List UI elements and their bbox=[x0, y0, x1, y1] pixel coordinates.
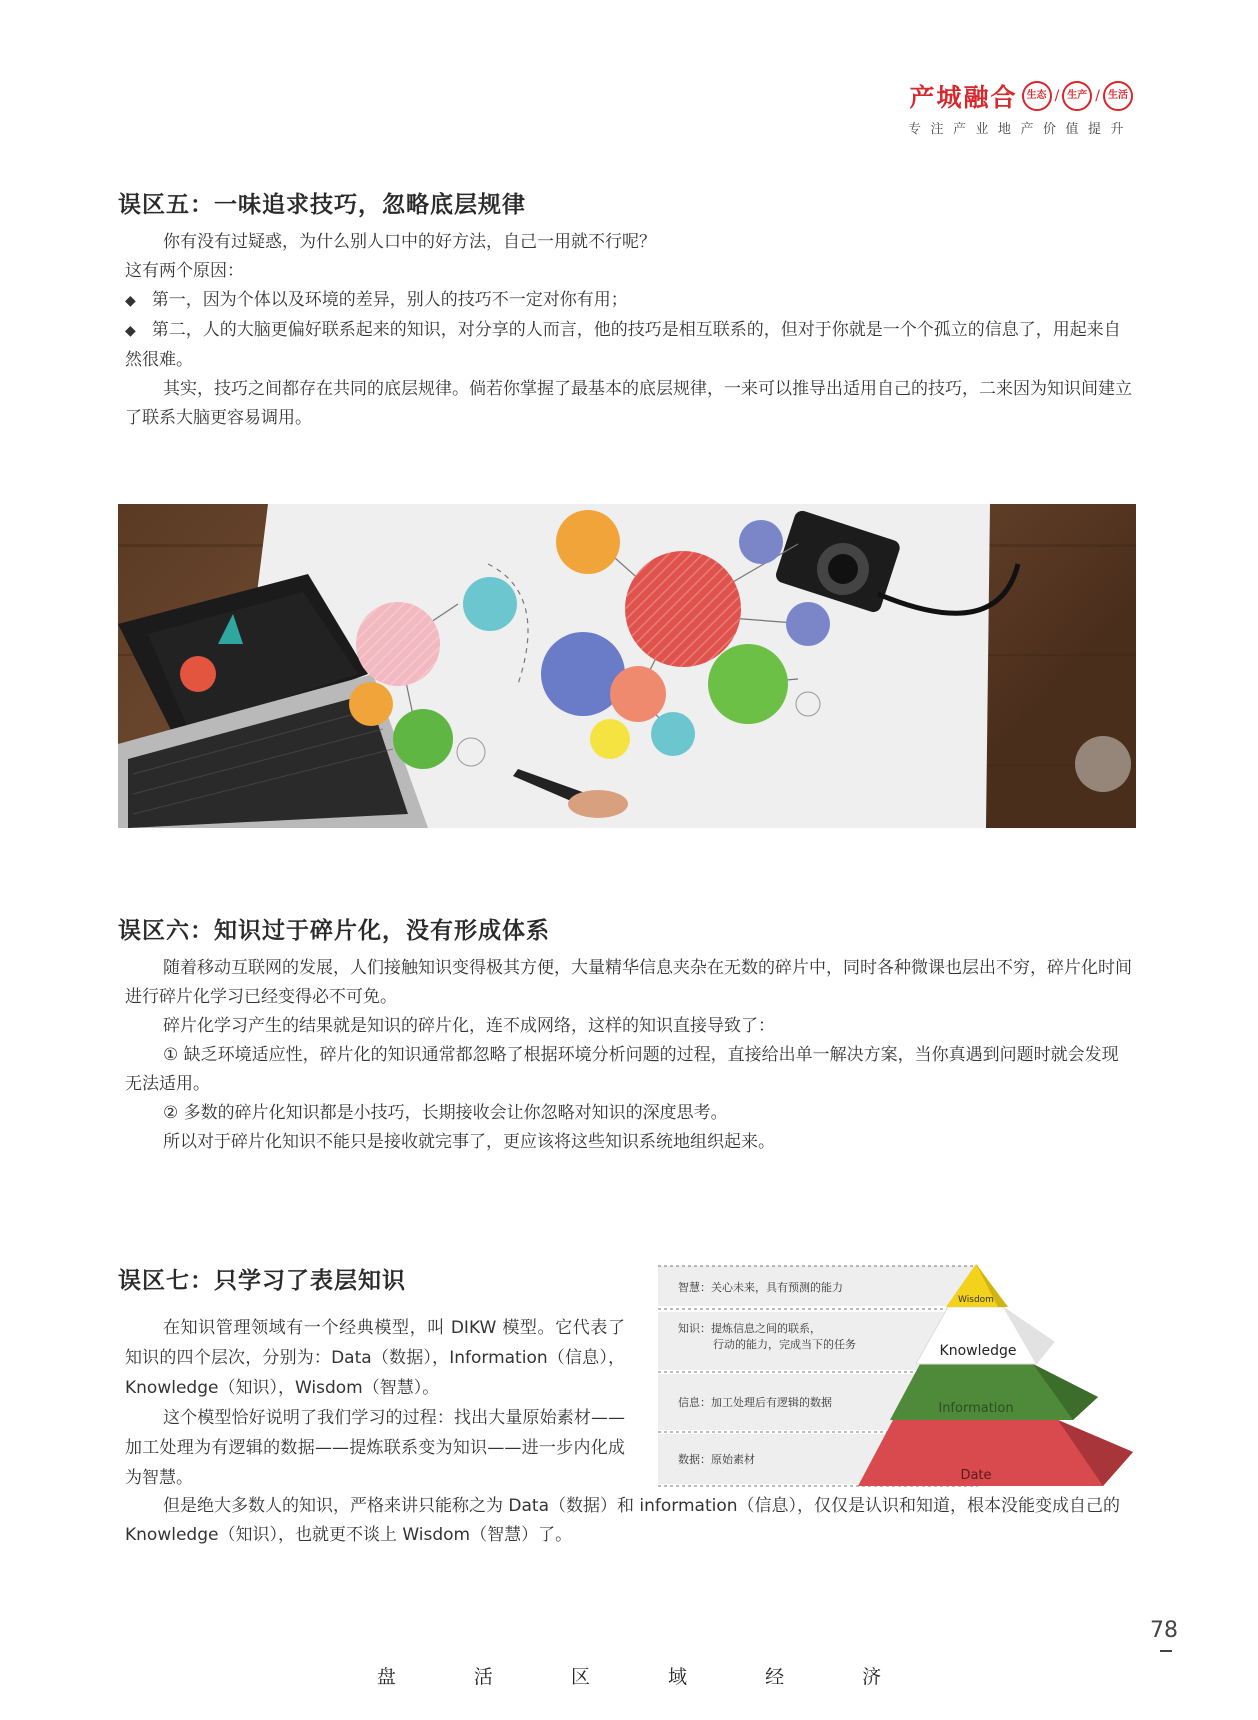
section7-p2: 这个模型恰好说明了我们学习的过程：找出大量原始素材——加工处理为有逻辑的数据——提炼联系变为知识——进一步内化成为智慧。 bbox=[125, 1408, 625, 1488]
footer-char: 区 bbox=[570, 1666, 590, 1688]
pyramid-label-information: Information bbox=[938, 1401, 1014, 1416]
section5-p2: 这有两个原因： bbox=[125, 261, 244, 281]
pyramid-desc-wisdom: 智慧：关心未来，具有预测的能力 bbox=[678, 1281, 843, 1294]
badge-ecology: 生态 bbox=[1022, 81, 1052, 111]
pyramid-desc-knowledge-2: 行动的能力，完成当下的任务 bbox=[713, 1338, 856, 1351]
pyramid-label-data: Date bbox=[960, 1468, 992, 1483]
brand-subtitle: 专注产业地产价值提升 bbox=[907, 122, 1133, 137]
section7-p1: 在知识管理领域有一个经典模型，叫 DIKW 模型。它代表了知识的四个层次，分别为：Data（数据），Information（信息），Knowledge（知识），Wisdom（智慧）。 bbox=[125, 1318, 625, 1398]
section5-bullet2: ◆ 第二，人的大脑更偏好联系起来的知识，对分享的人而言，他的技巧是相互联系的，但对于你就是一个个孤立的信息了，用起来自然很难。 bbox=[125, 316, 1135, 375]
footer-title bbox=[0, 1662, 1258, 1689]
badge-separator: / bbox=[1095, 88, 1100, 104]
section5-body bbox=[125, 228, 1135, 433]
footer-char: 域 bbox=[668, 1666, 688, 1688]
footer-char: 经 bbox=[765, 1666, 785, 1688]
brand-title bbox=[910, 78, 1133, 114]
section6-title: 误区六：知识过于碎片化，没有形成体系 bbox=[118, 918, 550, 944]
pyramid-label-wisdom: Wisdom bbox=[958, 1295, 994, 1305]
section6-body bbox=[125, 954, 1135, 1157]
badge-separator: / bbox=[1054, 88, 1060, 104]
section7-body bbox=[125, 1492, 1135, 1550]
section6-p1: 随着移动互联网的发展，人们接触知识变得极其方便，大量精华信息夹杂在无数的碎片中，同时各种微课也层出不穷，碎片化时间进行碎片化学习已经变得必不可免。 bbox=[125, 958, 1132, 1007]
section6-p5: 所以对于碎片化知识不能只是接收就完事了，更应该将这些知识系统地组织起来。 bbox=[163, 1132, 775, 1152]
section6-p4: ② 多数的碎片化知识都是小技巧，长期接收会让你忽略对知识的深度思考。 bbox=[163, 1103, 728, 1123]
page-number: 78 bbox=[1150, 1618, 1178, 1643]
pyramid-desc-data: 数据：原始素材 bbox=[678, 1453, 755, 1466]
dikw-pyramid-diagram bbox=[658, 1262, 1133, 1490]
pyramid-desc-information: 信息：加工处理后有逻辑的数据 bbox=[678, 1396, 832, 1409]
pyramid-desc-knowledge-1: 知识：提炼信息之间的联系， bbox=[678, 1322, 821, 1335]
brand-header bbox=[813, 78, 1133, 137]
section7-p3: 但是绝大多数人的知识，严格来讲只能称之为 Data（数据）和 information（信息），仅仅是认识和知道，根本没能变成自己的 Knowledge（知识），也就更不谈上 Wisdom（智慧）了。 bbox=[125, 1496, 1121, 1545]
brand-name: 产城融合 bbox=[909, 83, 1018, 112]
page-number-underline bbox=[1160, 1650, 1172, 1652]
section5-title: 误区五：一味追求技巧，忽略底层规律 bbox=[118, 192, 526, 218]
section7-title: 误区七：只学习了表层知识 bbox=[118, 1268, 406, 1294]
section7-model-text bbox=[125, 1313, 625, 1493]
badge-life: 生活 bbox=[1103, 81, 1133, 111]
footer-char: 活 bbox=[473, 1666, 493, 1688]
section6-p3: ① 缺乏环境适应性，碎片化的知识通常都忽略了根据环境分析问题的过程，直接给出单一解决方案，当你真遇到问题时就会发现无法适用。 bbox=[125, 1045, 1119, 1094]
badge-production: 生产 bbox=[1062, 81, 1092, 111]
section5-bullet1: ◆ 第一，因为个体以及环境的差异，别人的技巧不一定对你有用； bbox=[125, 286, 1135, 316]
footer-char: 盘 bbox=[376, 1666, 396, 1688]
pyramid-label-knowledge: Knowledge bbox=[939, 1343, 1017, 1359]
footer-char: 济 bbox=[862, 1666, 882, 1688]
section6-p2: 碎片化学习产生的结果就是知识的碎片化，连不成网络，这样的知识直接导致了： bbox=[163, 1016, 775, 1036]
desk-illustration-photo bbox=[118, 504, 1136, 828]
section5-p1: 你有没有过疑惑，为什么别人口中的好方法，自己一用就不行呢？ bbox=[163, 232, 656, 252]
section5-p3: 其实，技巧之间都存在共同的底层规律。倘若你掌握了最基本的底层规律，一来可以推导出适用自己的技巧，二来因为知识间建立了联系大脑更容易调用。 bbox=[125, 379, 1132, 428]
